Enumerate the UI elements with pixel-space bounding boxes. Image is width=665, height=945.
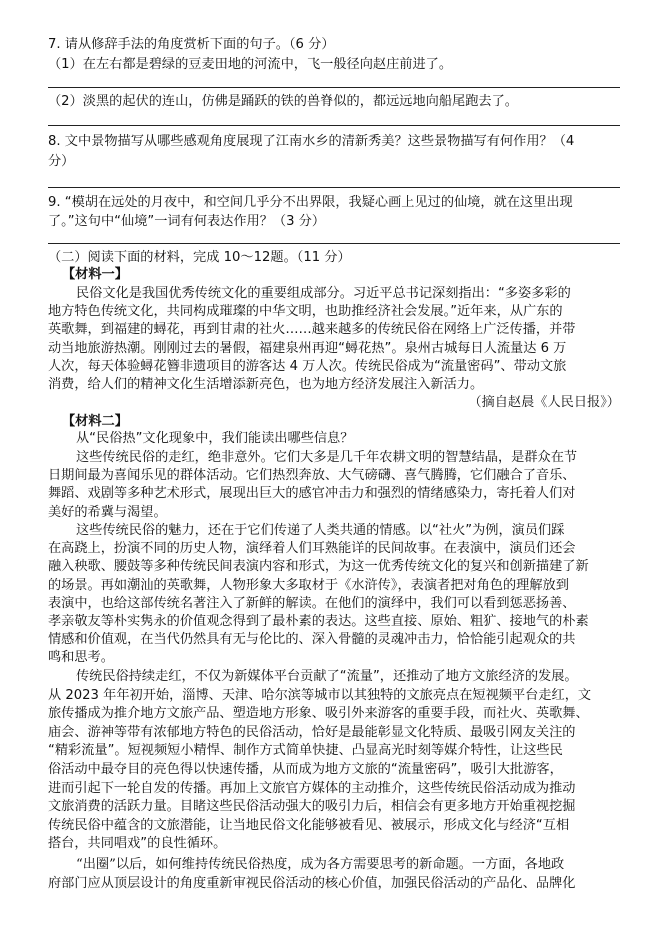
question-9-cont: 了。”这句中“仙境”一词有何表达作用？（3 分） bbox=[48, 214, 326, 229]
paragraph-line: 传统民俗中蕴含的文旅潜能，让当地民俗文化能够被看见、被展示，形成文化与经济“互相 bbox=[48, 817, 570, 833]
section-heading: （二）阅读下面的材料，完成 10～12题。（11 分） bbox=[48, 250, 351, 265]
paragraph-line: “精彩流量”。短视频短小精悍、制作方式简单快捷、凸显高光时刻等媒介特性，让这些民 bbox=[48, 743, 563, 759]
paragraph-line: 俗活动中最夺目的亮色得以快速传播，从而成为地方文旅的“流量密码”，吸引大批游客， bbox=[48, 762, 563, 777]
material-1-title: 【材料一】 bbox=[62, 267, 128, 282]
paragraph-line: 美好的希冀与渴望。 bbox=[48, 504, 167, 520]
question-9: 9. “模胡在远处的月夜中，和空间几乎分不出界限，我疑心画上见过的仙境，就在这里出现 bbox=[48, 195, 573, 210]
paragraph-line: 英歌舞，到福建的蟳花，再到甘肃的社火……越来越多的传统民俗在网络上广泛传播，并带 bbox=[48, 322, 576, 338]
paragraph-line: 文旅消费的活跃力量。目睹这些民俗活动强大的吸引力后，相信会有更多地方开始重视挖掘 bbox=[48, 799, 576, 815]
paragraph-line: 这些传统民俗的魅力，还在于它们传递了人类共通的情感。以“社火”为例，演员们踩 bbox=[76, 523, 565, 538]
paragraph-line: 府部门应从顶层设计的角度重新审视民俗活动的核心价值，加强民俗活动的产品化、品牌化 bbox=[48, 876, 576, 891]
paragraph-line: 搭台，共同唱戏”的良性循环。 bbox=[48, 836, 227, 852]
answer-line bbox=[48, 87, 620, 88]
question-7-2: （2）淡黑的起伏的连山，仿佛是踊跃的铁的兽脊似的，都远远地向船尾跑去了。 bbox=[48, 94, 518, 109]
question-7: 7. 请从修辞手法的角度赏析下面的句子。（6 分） bbox=[48, 37, 335, 52]
answer-line bbox=[48, 187, 620, 188]
question-8-cont: 分） bbox=[48, 154, 75, 169]
paragraph-line: “出圈”以后，如何维持传统民俗热度，成为各方需要思考的新命题。一方面，各地政 bbox=[76, 857, 565, 872]
paragraph-line: 从 2023 年年初开始，淄博、天津、哈尔滨等城市以其独特的文旅亮点在短视频平台走红，文 bbox=[48, 687, 592, 703]
paragraph-line: 表演中，也给这部传统名著注入了新鲜的解读。在他们的演绎中，我们可以看到惩恶扬善、 bbox=[48, 595, 576, 611]
question-7-1: （1）在左右都是碧绿的豆麦田地的河流中，飞一般径向赵庄前进了。 bbox=[48, 57, 453, 72]
paragraph-line: 融入秧歌、腰鼓等多种传统民间表演内容和形式，为这一优秀传统文化的复兴和创新描建了新 bbox=[48, 559, 589, 575]
paragraph-line: 在高跷上，扮演不同的历史人物，演绎着人们耳熟能详的民间故事。在表演中，演员们还会 bbox=[48, 541, 576, 557]
paragraph-line: 情感和价值观，在当代仍然具有无与伦比的、深入骨髓的灵魂冲击力，恰恰能引起观众的共 bbox=[48, 632, 576, 648]
answer-line bbox=[48, 243, 620, 244]
paragraph-line: 鸣和思考。 bbox=[48, 650, 114, 666]
material-2-intro: 从“民俗热”文化现象中，我们能读出哪些信息？ bbox=[76, 431, 354, 446]
paragraph-line: 动当地旅游热潮。刚刚过去的暑假，福建泉州再迎“蟳花热”。泉州古城每日人流量达 6 万 bbox=[48, 340, 567, 356]
paragraph-line: 日期间最为喜闻乐见的群体活动。它们热烈奔放、大气磅礴、喜气腾腾，它们融合了音乐、 bbox=[48, 468, 576, 484]
paragraph-line: 人次，每天体验蟳花簪非遗项目的游客达 4 万人次。传统民俗成为“流量密码”、带动文旅 bbox=[48, 358, 567, 374]
paragraph-line: 进而引起下一轮自发的传播。再加上文旅官方媒体的主动推介，这些传统民俗活动成为推动 bbox=[48, 780, 576, 796]
paragraph-line: 这些传统民俗的走红，绝非意外。它们大多是几千年农耕文明的智慧结晶，是群众在节 bbox=[76, 450, 578, 465]
material-2-title: 【材料二】 bbox=[62, 414, 128, 429]
paragraph-line: 旅传播成为推介地方文旅产品、塑造地方形象、吸引外来游客的重要手段，而社火、英歌舞、 bbox=[48, 706, 589, 722]
paragraph-line: 民俗文化是我国优秀传统文化的重要组成部分。习近平总书记深刻指出：“多姿多彩的 bbox=[76, 286, 571, 301]
paragraph-line: 消费，给人们的精神文化生活增添新亮色，也为地方经济发展注入新活力。 bbox=[48, 377, 484, 392]
material-1-source: （摘自赵晨《人民日报》） bbox=[468, 395, 620, 410]
question-8: 8. 文中景物描写从哪些感观角度展现了江南水乡的清新秀美？这些景物描写有何作用？（4 bbox=[48, 134, 575, 149]
paragraph-line: 的场景。再如潮汕的英歌舞，人物形象大多取材于《水浒传》，表演者把对角色的理解放到 bbox=[48, 577, 569, 593]
paragraph-line: 舞蹈、戏剧等多种艺术形式，展现出巨大的感官冲击力和强烈的情绪感染力，寄托着人们对 bbox=[48, 486, 576, 502]
paragraph-line: 传统民俗持续走红，不仅为新媒体平台贡献了“流量”，还推动了地方文旅经济的发展。 bbox=[76, 669, 578, 684]
paragraph-line: 孝亲敬友等朴实隽永的价值观念得到了最朴素的表达。这些直接、原始、粗犷、接地气的朴素 bbox=[48, 614, 589, 629]
paragraph-line: 庙会、游神等带有浓郁地方特色的民俗活动，恰好是最能彰显文化特质、最吸引网友关注的 bbox=[48, 724, 576, 740]
paragraph-line: 地方特色传统文化，共同构成璀璨的中华文明，也助推经济社会发展。”近年来，从广东的 bbox=[48, 304, 563, 320]
answer-line bbox=[48, 125, 620, 126]
